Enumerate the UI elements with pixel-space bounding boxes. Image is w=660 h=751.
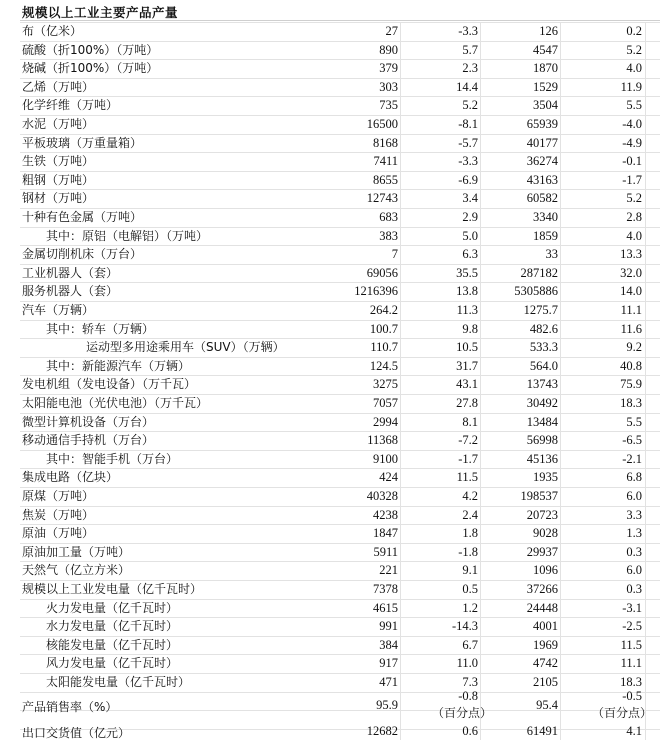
row-value-1: 424 — [379, 470, 398, 484]
grid-line-horizontal — [20, 208, 660, 209]
row-value-2: 2.4 — [462, 508, 478, 522]
row-value-4: -1.7 — [622, 173, 642, 187]
row-value-4: 3.3 — [626, 508, 642, 522]
row-value-1: 8655 — [373, 173, 398, 187]
row-value-4: -2.5 — [622, 619, 642, 633]
table-row — [0, 601, 660, 617]
table-row — [0, 526, 660, 542]
row-value-1: 4238 — [373, 508, 398, 522]
sales-rate-value-1: 95.9 — [376, 698, 398, 712]
table-row — [0, 582, 660, 598]
grid-line-horizontal — [20, 189, 660, 190]
row-value-3: 4547 — [533, 43, 558, 57]
export-value-4: 4.1 — [626, 724, 642, 738]
row-value-3: 4001 — [533, 619, 558, 633]
row-value-1: 1847 — [373, 526, 398, 540]
table-row — [0, 154, 660, 170]
row-value-3: 1275.7 — [523, 303, 558, 317]
row-value-1: 11368 — [367, 433, 398, 447]
row-value-1: 8168 — [373, 136, 398, 150]
row-label: 工业机器人（套） — [22, 266, 119, 280]
row-value-1: 16500 — [366, 117, 398, 131]
row-value-2: -6.9 — [458, 173, 478, 187]
row-value-2: 0.5 — [462, 582, 478, 596]
row-value-1: 3275 — [373, 377, 398, 391]
row-label: 硫酸（折100%）（万吨） — [22, 43, 159, 57]
grid-line-horizontal — [20, 636, 660, 637]
row-value-3: 1096 — [533, 563, 558, 577]
grid-line-horizontal — [20, 134, 660, 135]
table-row — [0, 80, 660, 96]
row-value-4: -2.1 — [622, 452, 642, 466]
row-value-1: 124.5 — [369, 359, 398, 373]
export-value-1: 12682 — [366, 724, 398, 738]
grid-line-horizontal — [20, 450, 660, 451]
row-value-4: 75.9 — [620, 377, 642, 391]
row-value-1: 69056 — [366, 266, 398, 280]
row-value-3: 4742 — [533, 656, 558, 670]
row-value-2: 9.1 — [462, 563, 478, 577]
row-label: 移动通信手持机（万台） — [22, 433, 155, 447]
row-label: 焦炭（万吨） — [22, 508, 95, 522]
row-label: 太阳能发电量（亿千瓦时） — [46, 675, 191, 689]
row-value-2: -3.3 — [458, 154, 478, 168]
table-row — [0, 229, 660, 245]
table-row — [0, 545, 660, 561]
row-value-3: 3340 — [533, 210, 558, 224]
row-value-2: -1.8 — [458, 545, 478, 559]
export-value-2: 0.6 — [462, 724, 478, 738]
grid-line-horizontal — [20, 543, 660, 544]
grid-line-horizontal — [20, 413, 660, 414]
row-value-4: 13.3 — [620, 247, 642, 261]
table-row — [0, 173, 660, 189]
row-label: 风力发电量（亿千瓦时） — [46, 656, 179, 670]
grid-line-horizontal — [20, 338, 660, 339]
row-value-2: 11.3 — [456, 303, 478, 317]
row-value-3: 287182 — [520, 266, 558, 280]
row-value-2: 6.7 — [462, 638, 478, 652]
grid-line-horizontal — [20, 561, 660, 562]
row-value-3: 482.6 — [529, 322, 558, 336]
row-value-3: 533.3 — [529, 340, 558, 354]
row-value-2: 3.4 — [462, 191, 478, 205]
row-label: 水力发电量（亿千瓦时） — [46, 619, 179, 633]
grid-line-horizontal — [20, 654, 660, 655]
row-value-1: 917 — [379, 656, 398, 670]
row-value-3: 36274 — [526, 154, 558, 168]
row-value-1: 471 — [379, 675, 398, 689]
row-label: 其中：轿车（万辆） — [46, 322, 155, 336]
row-value-4: 11.5 — [620, 638, 642, 652]
grid-line-horizontal — [20, 115, 660, 116]
table-row — [0, 656, 660, 672]
grid-line-horizontal — [20, 375, 660, 376]
row-label: 太阳能电池（光伏电池）（万千瓦） — [22, 396, 209, 410]
row-value-2: 7.3 — [462, 675, 478, 689]
export-label: 出口交货值（亿元） — [22, 726, 131, 740]
row-label: 其中：新能源汽车（万辆） — [46, 359, 191, 373]
row-value-4: 1.3 — [626, 526, 642, 540]
row-value-4: 18.3 — [620, 396, 642, 410]
row-value-2: 5.2 — [462, 98, 478, 112]
grid-line-horizontal — [20, 264, 660, 265]
row-label: 烧碱（折100%）（万吨） — [22, 61, 159, 75]
row-value-2: -7.2 — [458, 433, 478, 447]
row-label: 布（亿米） — [22, 24, 83, 38]
row-label: 粗钢（万吨） — [22, 173, 95, 187]
grid-line-horizontal — [20, 96, 660, 97]
row-value-1: 12743 — [366, 191, 398, 205]
row-value-3: 9028 — [533, 526, 558, 540]
row-value-4: -6.5 — [622, 433, 642, 447]
table-row — [0, 638, 660, 654]
sales-rate-value-2: -0.8 — [458, 689, 478, 703]
grid-line-horizontal — [20, 320, 660, 321]
row-value-4: -3.1 — [622, 601, 642, 615]
row-value-2: 11.0 — [456, 656, 478, 670]
row-value-3: 56998 — [526, 433, 558, 447]
grid-line-horizontal — [20, 468, 660, 469]
row-value-1: 7411 — [373, 154, 398, 168]
row-value-1: 2994 — [373, 415, 398, 429]
row-label: 生铁（万吨） — [22, 154, 95, 168]
row-value-1: 100.7 — [369, 322, 398, 336]
row-value-2: 6.3 — [462, 247, 478, 261]
table-row — [0, 98, 660, 114]
row-value-4: 32.0 — [620, 266, 642, 280]
row-value-4: 9.2 — [626, 340, 642, 354]
row-value-2: 4.2 — [462, 489, 478, 503]
row-value-4: 5.2 — [626, 43, 642, 57]
table-row — [0, 247, 660, 263]
row-value-4: 0.3 — [626, 545, 642, 559]
row-value-2: -5.7 — [458, 136, 478, 150]
sales-rate-note-4: （百分点） — [592, 706, 653, 720]
row-value-2: 2.3 — [462, 61, 478, 75]
table-row — [0, 415, 660, 431]
row-value-2: 1.8 — [462, 526, 478, 540]
row-label: 平板玻璃（万重量箱） — [22, 136, 143, 150]
row-value-1: 379 — [379, 61, 398, 75]
row-value-3: 29937 — [526, 545, 558, 559]
row-value-1: 110.7 — [370, 340, 398, 354]
row-value-1: 890 — [379, 43, 398, 57]
table-row — [0, 452, 660, 468]
sales-rate-value-3: 95.4 — [536, 698, 558, 712]
row-value-2: 1.2 — [462, 601, 478, 615]
grid-line-horizontal — [20, 227, 660, 228]
table-row — [0, 210, 660, 226]
row-label: 火力发电量（亿千瓦时） — [46, 601, 179, 615]
row-value-2: 9.8 — [462, 322, 478, 336]
row-value-2: -3.3 — [458, 24, 478, 38]
table-row — [0, 377, 660, 393]
row-value-1: 991 — [379, 619, 398, 633]
row-value-2: 5.7 — [462, 43, 478, 57]
row-value-3: 24448 — [526, 601, 558, 615]
row-value-1: 303 — [379, 80, 398, 94]
sales-rate-note-2: （百分点） — [432, 706, 493, 720]
row-value-3: 564.0 — [529, 359, 558, 373]
row-value-4: 14.0 — [620, 284, 642, 298]
grid-line-horizontal — [20, 245, 660, 246]
row-value-2: 5.0 — [462, 229, 478, 243]
row-value-4: 11.1 — [620, 303, 642, 317]
table-row — [0, 470, 660, 486]
row-value-3: 126 — [539, 24, 558, 38]
row-value-2: 43.1 — [456, 377, 478, 391]
row-value-3: 65939 — [526, 117, 558, 131]
row-value-2: 2.9 — [462, 210, 478, 224]
row-label: 其中：智能手机（万台） — [46, 452, 179, 466]
row-value-3: 60582 — [526, 191, 558, 205]
row-value-1: 9100 — [373, 452, 398, 466]
sales-rate-label: 产品销售率（%） — [22, 700, 118, 714]
row-value-1: 735 — [379, 98, 398, 112]
grid-line-horizontal — [20, 22, 660, 23]
table-row — [0, 284, 660, 300]
top-rule — [20, 20, 660, 21]
row-value-2: 13.8 — [456, 284, 478, 298]
row-value-4: 0.2 — [626, 24, 642, 38]
row-value-4: 0.3 — [626, 582, 642, 596]
row-label: 原煤（万吨） — [22, 489, 95, 503]
table-row — [0, 396, 660, 412]
grid-line-horizontal — [20, 692, 660, 693]
table-row — [0, 489, 660, 505]
table-row — [0, 433, 660, 449]
row-value-2: 11.5 — [456, 470, 478, 484]
table-row — [0, 322, 660, 338]
row-value-2: 14.4 — [456, 80, 478, 94]
row-value-3: 1870 — [533, 61, 558, 75]
table-row — [0, 43, 660, 59]
row-value-4: 5.5 — [626, 415, 642, 429]
row-label: 运动型多用途乘用车（SUV）（万辆） — [86, 340, 285, 354]
row-label: 汽车（万辆） — [22, 303, 95, 317]
row-value-4: 4.0 — [626, 61, 642, 75]
row-value-1: 1216396 — [354, 284, 398, 298]
row-value-1: 27 — [385, 24, 398, 38]
table-title: 规模以上工业主要产品产量 — [22, 5, 179, 20]
row-value-3: 20723 — [526, 508, 558, 522]
grid-line-horizontal — [20, 673, 660, 674]
grid-line-horizontal — [20, 431, 660, 432]
row-value-3: 3504 — [533, 98, 558, 112]
grid-line-horizontal — [20, 580, 660, 581]
row-value-4: -4.0 — [622, 117, 642, 131]
row-value-1: 264.2 — [369, 303, 398, 317]
row-label: 金属切削机床（万台） — [22, 247, 143, 261]
row-value-2: 10.5 — [456, 340, 478, 354]
grid-line-horizontal — [20, 171, 660, 172]
table-row — [0, 191, 660, 207]
row-value-3: 13743 — [526, 377, 558, 391]
row-value-4: 6.0 — [626, 563, 642, 577]
grid-line-horizontal — [20, 487, 660, 488]
row-value-4: 5.5 — [626, 98, 642, 112]
row-value-3: 13484 — [526, 415, 558, 429]
row-label: 钢材（万吨） — [22, 191, 95, 205]
row-label: 核能发电量（亿千瓦时） — [46, 638, 179, 652]
grid-line-horizontal — [20, 357, 660, 358]
row-label: 集成电路（亿块） — [22, 470, 119, 484]
row-value-2: 31.7 — [456, 359, 478, 373]
row-value-3: 45136 — [526, 452, 558, 466]
row-value-1: 384 — [379, 638, 398, 652]
table-row — [0, 303, 660, 319]
table-row — [0, 675, 660, 691]
row-value-3: 2105 — [533, 675, 558, 689]
row-value-4: 2.8 — [626, 210, 642, 224]
row-label: 原油加工量（万吨） — [22, 545, 131, 559]
sales-rate-value-4: -0.5 — [622, 689, 642, 703]
row-value-3: 1529 — [533, 80, 558, 94]
grid-line-horizontal — [20, 599, 660, 600]
row-value-3: 198537 — [520, 489, 558, 503]
row-value-4: 4.0 — [626, 229, 642, 243]
grid-line-horizontal — [20, 301, 660, 302]
row-value-3: 30492 — [526, 396, 558, 410]
table-row — [0, 136, 660, 152]
table-row — [0, 266, 660, 282]
row-value-3: 40177 — [526, 136, 558, 150]
grid-line-horizontal — [20, 506, 660, 507]
grid-line-horizontal — [20, 152, 660, 153]
row-value-2: 27.8 — [456, 396, 478, 410]
table-row — [0, 619, 660, 635]
row-value-1: 7378 — [373, 582, 398, 596]
table-row — [0, 508, 660, 524]
grid-line-horizontal — [20, 394, 660, 395]
row-value-3: 43163 — [526, 173, 558, 187]
row-value-4: 40.8 — [620, 359, 642, 373]
row-value-1: 5911 — [373, 545, 398, 559]
grid-line-horizontal — [20, 41, 660, 42]
row-label: 规模以上工业发电量（亿千瓦时） — [22, 582, 203, 596]
table-row — [0, 563, 660, 579]
grid-line-horizontal — [20, 78, 660, 79]
table-row — [0, 340, 660, 356]
table-row — [0, 24, 660, 40]
row-value-1: 40328 — [366, 489, 398, 503]
row-value-4: -0.1 — [622, 154, 642, 168]
row-label: 天然气（亿立方米） — [22, 563, 131, 577]
export-value-3: 61491 — [526, 724, 558, 738]
row-value-4: -4.9 — [622, 136, 642, 150]
row-label: 微型计算机设备（万台） — [22, 415, 155, 429]
row-value-4: 5.2 — [626, 191, 642, 205]
row-value-1: 221 — [379, 563, 398, 577]
table-row — [0, 359, 660, 375]
row-value-1: 683 — [379, 210, 398, 224]
row-value-4: 6.8 — [626, 470, 642, 484]
row-value-4: 11.6 — [620, 322, 642, 336]
grid-line-horizontal — [20, 524, 660, 525]
row-value-2: -1.7 — [458, 452, 478, 466]
row-value-1: 7 — [391, 247, 398, 261]
table-row — [0, 61, 660, 77]
row-value-2: -14.3 — [451, 619, 478, 633]
row-value-2: 8.1 — [462, 415, 478, 429]
grid-line-horizontal — [20, 617, 660, 618]
grid-line-horizontal — [20, 59, 660, 60]
table-row — [0, 117, 660, 133]
row-value-4: 11.9 — [620, 80, 642, 94]
row-value-3: 1859 — [533, 229, 558, 243]
row-label: 乙烯（万吨） — [22, 80, 95, 94]
row-value-4: 18.3 — [620, 675, 642, 689]
row-label: 发电机组（发电设备）（万千瓦） — [22, 377, 197, 391]
row-value-3: 1969 — [533, 638, 558, 652]
row-value-3: 33 — [545, 247, 558, 261]
row-label: 十种有色金属（万吨） — [22, 210, 143, 224]
row-value-1: 7057 — [373, 396, 398, 410]
row-label: 水泥（万吨） — [22, 117, 95, 131]
row-value-2: -8.1 — [458, 117, 478, 131]
row-value-3: 5305886 — [514, 284, 558, 298]
row-value-1: 4615 — [373, 601, 398, 615]
row-value-3: 37266 — [526, 582, 558, 596]
row-value-4: 6.0 — [626, 489, 642, 503]
row-value-4: 11.1 — [620, 656, 642, 670]
grid-line-horizontal — [20, 282, 660, 283]
row-label: 化学纤维（万吨） — [22, 98, 119, 112]
row-label: 服务机器人（套） — [22, 284, 119, 298]
row-value-1: 383 — [379, 229, 398, 243]
row-value-2: 35.5 — [456, 266, 478, 280]
row-value-3: 1935 — [533, 470, 558, 484]
row-label: 原油（万吨） — [22, 526, 95, 540]
row-label: 其中：原铝（电解铝）（万吨） — [46, 229, 209, 243]
